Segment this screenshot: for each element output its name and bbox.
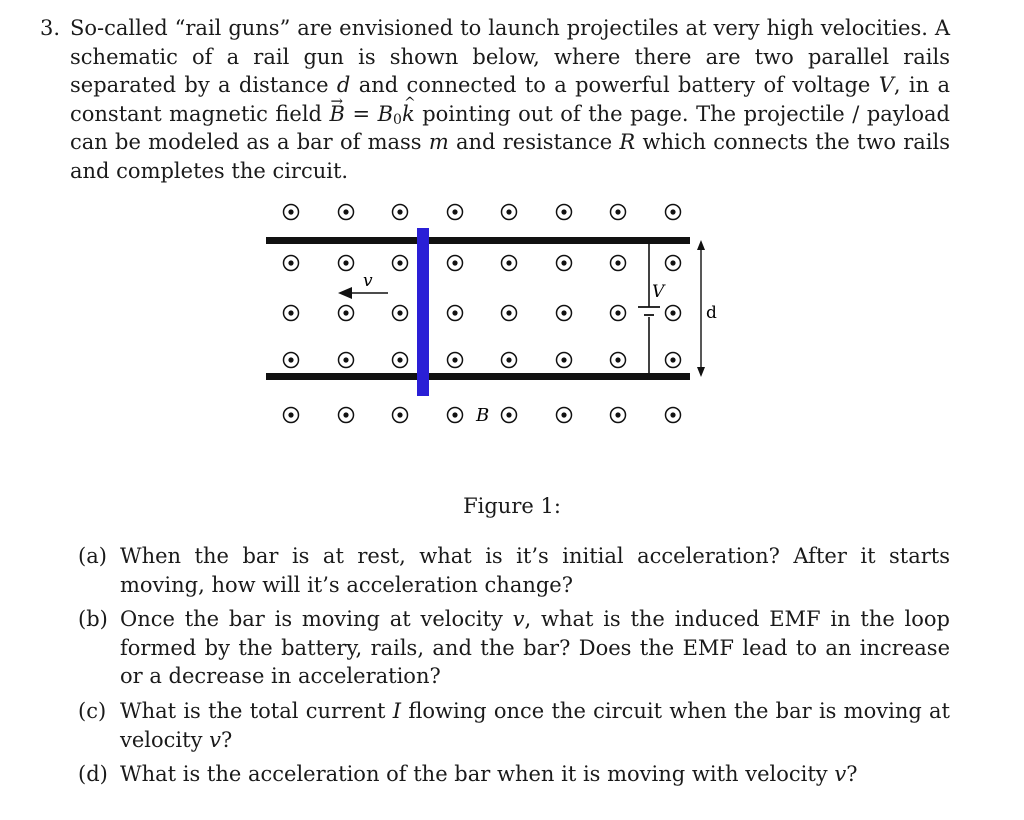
velocity-arrowhead-icon [338, 287, 352, 299]
field-dot-center [506, 412, 511, 417]
field-dot-center [343, 209, 348, 214]
problem-paragraph [70, 14, 950, 186]
intro-text-6: which connects the two rails and completes the circuit. [70, 130, 951, 183]
field-dot-center [452, 260, 457, 265]
field-dot-center [452, 357, 457, 362]
field-dot-center [506, 310, 511, 315]
part-text: What is the total current [120, 698, 386, 723]
part-label: (c) [78, 698, 107, 723]
var-v: v [209, 727, 221, 752]
field-dot-center [343, 260, 348, 265]
part-text: When the bar is at rest, what is it’s initial acceleration? After it starts moving, how will it’s acceleration change? [120, 544, 950, 597]
field-dot-center [561, 260, 566, 265]
field-dot-center [506, 209, 511, 214]
rail-gun-figure [260, 195, 730, 435]
field-dot-center [561, 357, 566, 362]
label-d: d [706, 303, 717, 323]
field-dot-center [615, 412, 620, 417]
field-dot-center [452, 412, 457, 417]
field-dot-center [397, 310, 402, 315]
var-v: v [512, 607, 525, 632]
field-dot-center [561, 412, 566, 417]
part-text: flowing once the circuit when the bar is moving at velocity [120, 698, 951, 752]
part-text: Once the bar is moving at velocity [120, 607, 503, 632]
part-label: (b) [78, 607, 108, 632]
equals: = [344, 101, 378, 126]
part-label: (d) [78, 762, 108, 787]
intro-text-3: , in a constant magnetic field [70, 73, 951, 126]
field-dot-center [615, 260, 620, 265]
part-text: ? [221, 727, 233, 752]
part-d [78, 760, 950, 789]
var-m: m [428, 130, 449, 155]
field-dot-center [288, 310, 293, 315]
label-B: B [476, 405, 490, 426]
B0-subscript: 0 [393, 111, 402, 128]
field-dot-center [615, 357, 620, 362]
field-dot-center [670, 260, 675, 265]
problem-statement [40, 14, 950, 186]
field-dot-center [615, 310, 620, 315]
figure-caption: Figure 1: [463, 494, 561, 518]
field-dot-center [343, 357, 348, 362]
field-dot-center [670, 310, 675, 315]
projectile-bar [417, 228, 429, 396]
vector-B: → B [330, 100, 345, 129]
bottom-rail [266, 373, 690, 380]
part-text: What is the acceleration of the bar when it is moving with velocity [120, 762, 828, 787]
var-d: d [336, 73, 351, 98]
field-dot-center [397, 209, 402, 214]
field-dot-center [615, 209, 620, 214]
problem-number: 3. [40, 16, 61, 40]
var-R: R [619, 130, 636, 155]
label-v: v [363, 271, 373, 291]
intro-text-2: and connected to a powerful battery of voltage [358, 73, 871, 98]
k-hat: ^ k [402, 100, 415, 129]
var-V: V [878, 73, 894, 98]
var-v: v [834, 762, 847, 787]
field-dot-center [561, 310, 566, 315]
intro-text-1: So-called “rail guns” are envisioned to launch projectiles at very high velocities. A schematic of a rail gun is shown below, where there are two parallel rails separated by a distance [70, 16, 950, 98]
intro-text-5: and resistance [456, 130, 613, 155]
part-c [78, 697, 950, 754]
field-dot-center [288, 260, 293, 265]
field-dot-center [343, 310, 348, 315]
field-dot-center [452, 310, 457, 315]
B0: B [377, 101, 394, 126]
field-dot-center [288, 412, 293, 417]
question-parts [78, 542, 950, 795]
field-dot-center [397, 357, 402, 362]
field-dot-center [397, 412, 402, 417]
distance-arrow-down-icon [697, 367, 705, 377]
field-dot-center [288, 209, 293, 214]
field-dot-center [561, 209, 566, 214]
distance-arrow-up-icon [697, 240, 705, 250]
field-dot-center [506, 260, 511, 265]
intro-text-4: pointing out of the page. The projectile / payload can be modeled as a bar of mass [70, 101, 950, 155]
field-dot-center [288, 357, 293, 362]
part-text: ? [846, 762, 858, 787]
field-dot-center [670, 412, 675, 417]
part-b [78, 605, 950, 691]
top-rail [266, 237, 690, 244]
part-text: , what is the induced EMF in the loop formed by the battery, rails, and the bar? Does the EMF lead to an increase or a decrease in acceleration? [120, 607, 950, 689]
field-dot-center [670, 209, 675, 214]
part-a [78, 542, 950, 599]
label-V: V [652, 282, 665, 302]
field-dot-center [397, 260, 402, 265]
var-I: I [392, 698, 402, 723]
field-dot-center [506, 357, 511, 362]
rail-gun-diagram [260, 195, 730, 435]
field-dot-center [670, 357, 675, 362]
field-dot-center [452, 209, 457, 214]
field-dot-center [343, 412, 348, 417]
part-label: (a) [78, 544, 107, 568]
